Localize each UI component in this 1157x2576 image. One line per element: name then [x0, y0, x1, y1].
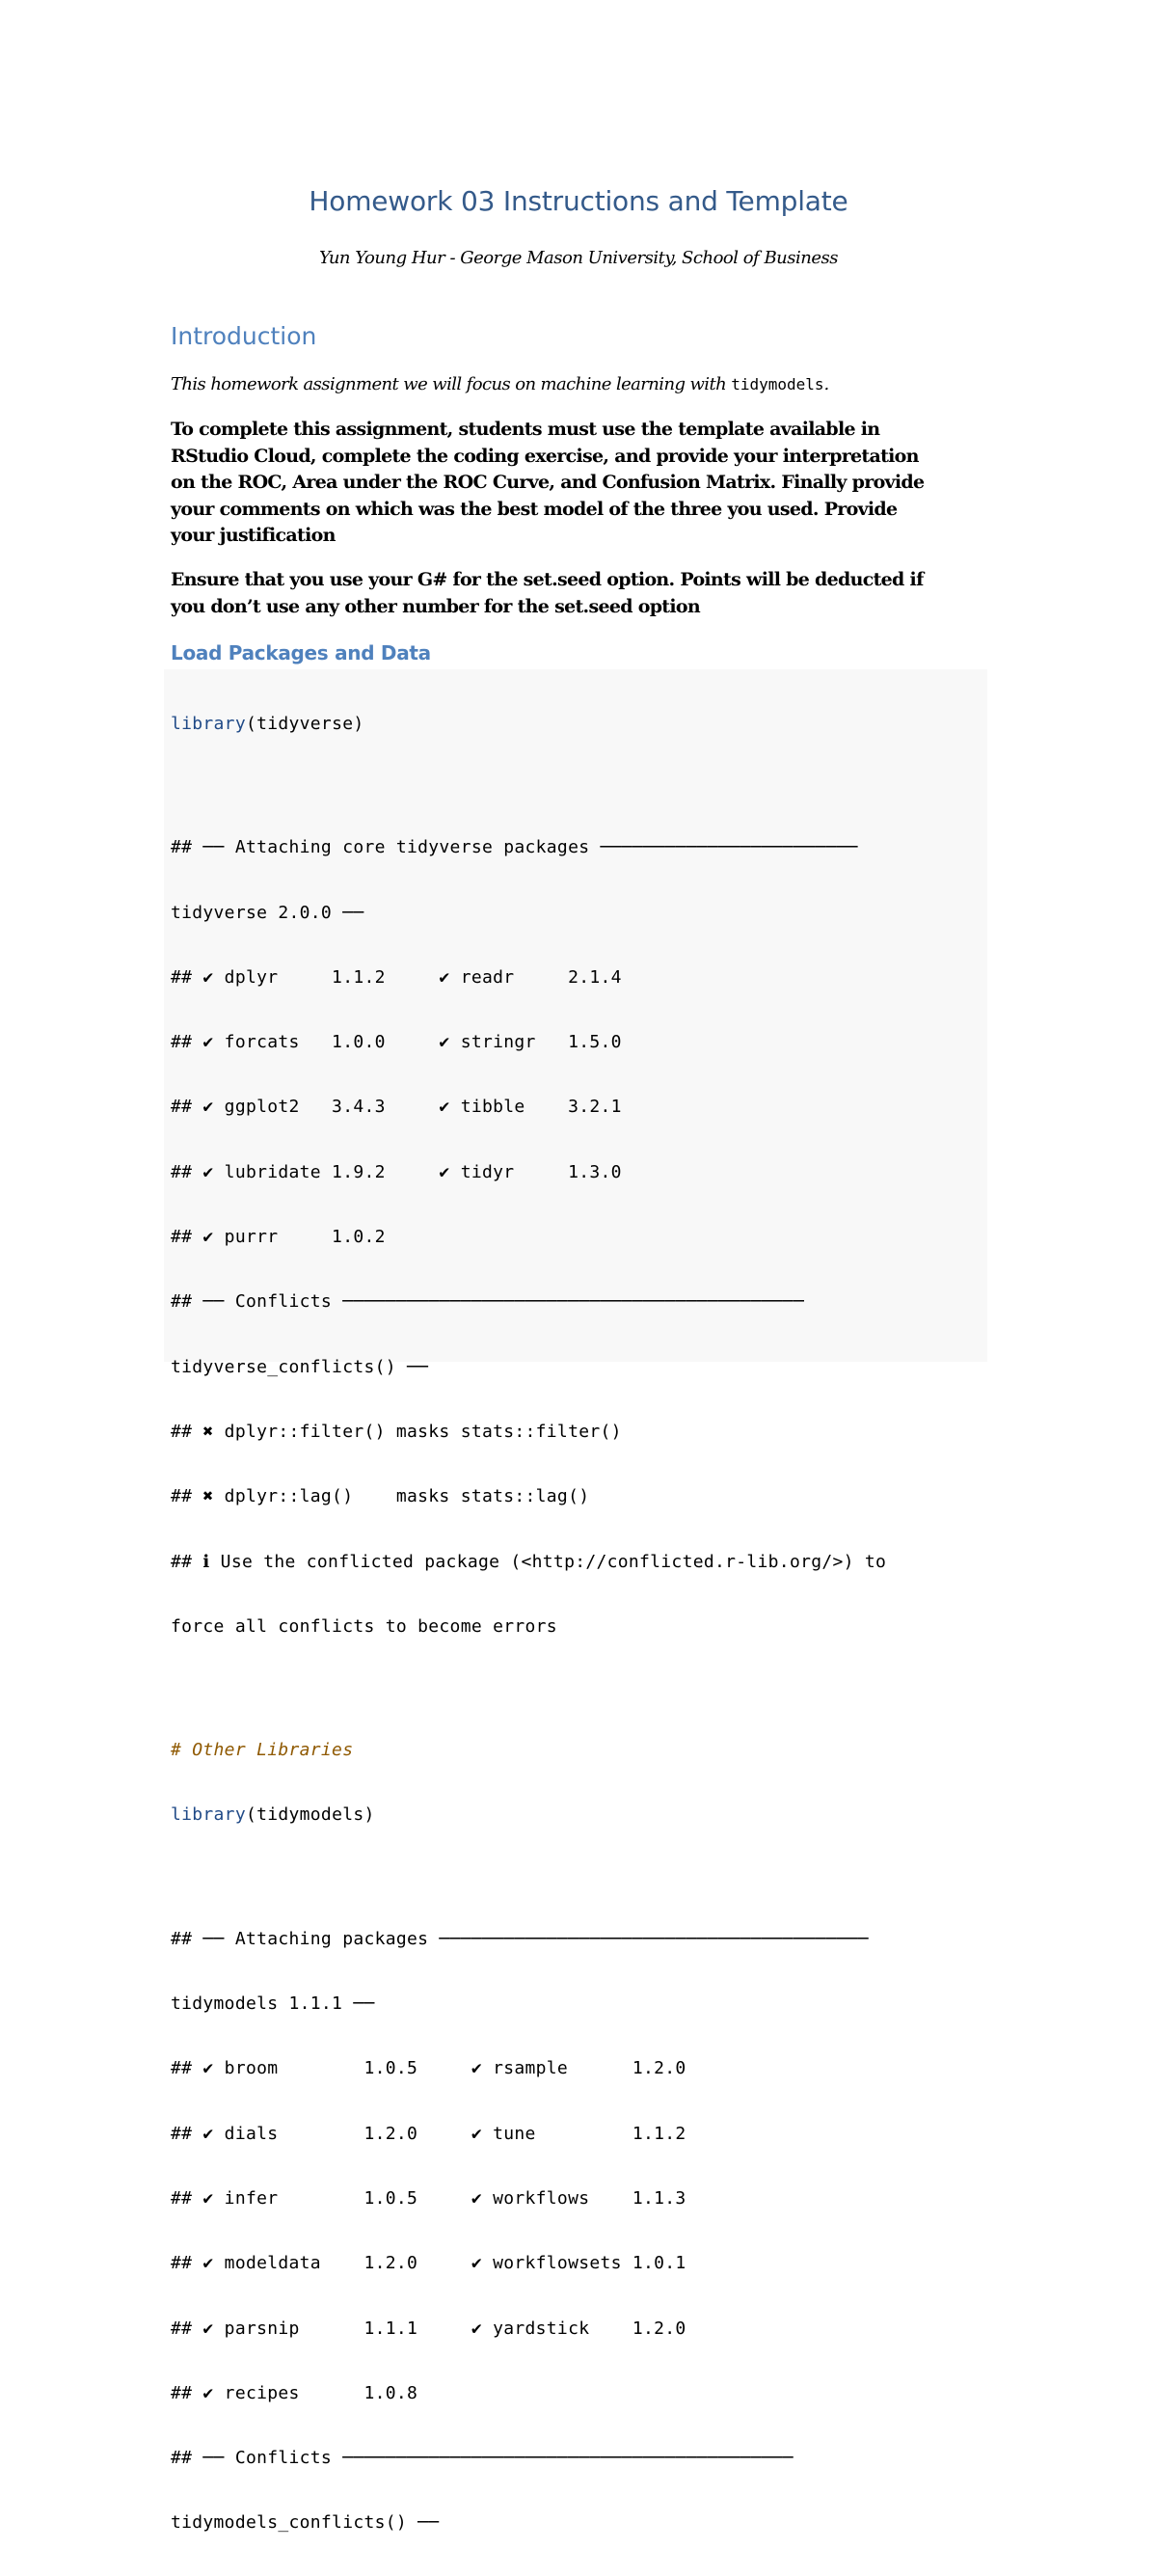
output-line: ## ── Attaching packages ──────────────────────────────────────── — [171, 1928, 869, 1949]
instructions-paragraph — [171, 417, 990, 550]
output-line: tidymodels 1.1.1 ── — [171, 1993, 375, 2015]
code-argument: (tidymodels) — [245, 1804, 375, 1826]
output-line: ## ✔ purrr 1.0.2 — [171, 1227, 386, 1248]
output-line: ## ✔ parsnip 1.1.1 ✔ yardstick 1.2.0 — [171, 2318, 686, 2339]
instructions-line: your comments on which was the best model of the three you used. Provide — [171, 498, 898, 520]
output-line: tidymodels_conflicts() ── — [171, 2512, 440, 2534]
load-packages-heading: Load Packages and Data — [171, 641, 431, 664]
document-author: Yun Young Hur - George Mason University, School of Business — [319, 248, 838, 268]
focus-code: tidymodels — [731, 375, 824, 393]
output-line: ## ── Conflicts ────────────────────────────────────────── — [171, 2448, 794, 2469]
output-line: force all conflicts to become errors — [171, 1615, 557, 1637]
output-line: ## ✔ dials 1.2.0 ✔ tune 1.1.2 — [171, 2123, 686, 2144]
document-title: Homework 03 Instructions and Template — [309, 185, 848, 217]
code-function: library — [171, 1804, 246, 1826]
focus-end: . — [823, 374, 829, 394]
code-block — [171, 671, 886, 2576]
output-line: ## ✔ broom 1.0.5 ✔ rsample 1.2.0 — [171, 2058, 686, 2079]
output-line: tidyverse_conflicts() ── — [171, 1356, 429, 1377]
code-line — [171, 712, 886, 736]
seed-note-paragraph — [171, 567, 990, 620]
instructions-line: your justification — [171, 525, 336, 547]
seed-note-line: you don’t use any other number for the set.seed option — [171, 595, 700, 617]
seed-note-line: Ensure that you use your G# for the set.seed option. Points will be deducted if — [171, 569, 924, 590]
focus-text: This homework assignment we will focus on machine learning with — [171, 374, 727, 394]
output-line: ## ✖ dplyr::lag() masks stats::lag() — [171, 1486, 590, 1507]
output-line: ## ✖ dplyr::filter() masks stats::filter() — [171, 1421, 622, 1442]
output-line: ## ── Conflicts ─────────────────────────────────────────── — [171, 1291, 805, 1313]
code-argument: (tidyverse) — [245, 714, 364, 734]
output-line: ## ✔ forcats 1.0.0 ✔ stringr 1.5.0 — [171, 1032, 622, 1053]
output-line: ## ✔ lubridate 1.9.2 ✔ tidyr 1.3.0 — [171, 1161, 622, 1182]
introduction-focus — [171, 374, 829, 394]
output-line: ## ✔ dplyr 1.1.2 ✔ readr 2.1.4 — [171, 966, 622, 988]
output-line: ## ℹ Use the conflicted package (<http://conflicted.r-lib.org/>) to — [171, 1551, 887, 1572]
output-line: ## ✔ ggplot2 3.4.3 ✔ tibble 3.2.1 — [171, 1097, 622, 1118]
introduction-heading: Introduction — [171, 322, 317, 350]
output-line: tidyverse 2.0.0 ── — [171, 902, 364, 923]
output-line: ## ✔ modeldata 1.2.0 ✔ workflowsets 1.0.1 — [171, 2253, 686, 2274]
output-line: ## ✔ recipes 1.0.8 — [171, 2382, 418, 2403]
output-line: ## ── Attaching core tidyverse packages ──────────────────────── — [171, 837, 858, 858]
code-function: library — [171, 714, 246, 734]
output-line: ## ✔ infer 1.0.5 ✔ workflows 1.1.3 — [171, 2187, 686, 2209]
instructions-line: RStudio Cloud, complete the coding exercise, and provide your interpretation — [171, 445, 919, 467]
instructions-line: To complete this assignment, students must use the template available in — [171, 419, 880, 440]
code-comment: # Other Libraries — [171, 1740, 354, 1761]
instructions-line: on the ROC, Area under the ROC Curve, and Confusion Matrix. Finally provide — [171, 472, 925, 494]
code-line — [171, 1803, 886, 1827]
